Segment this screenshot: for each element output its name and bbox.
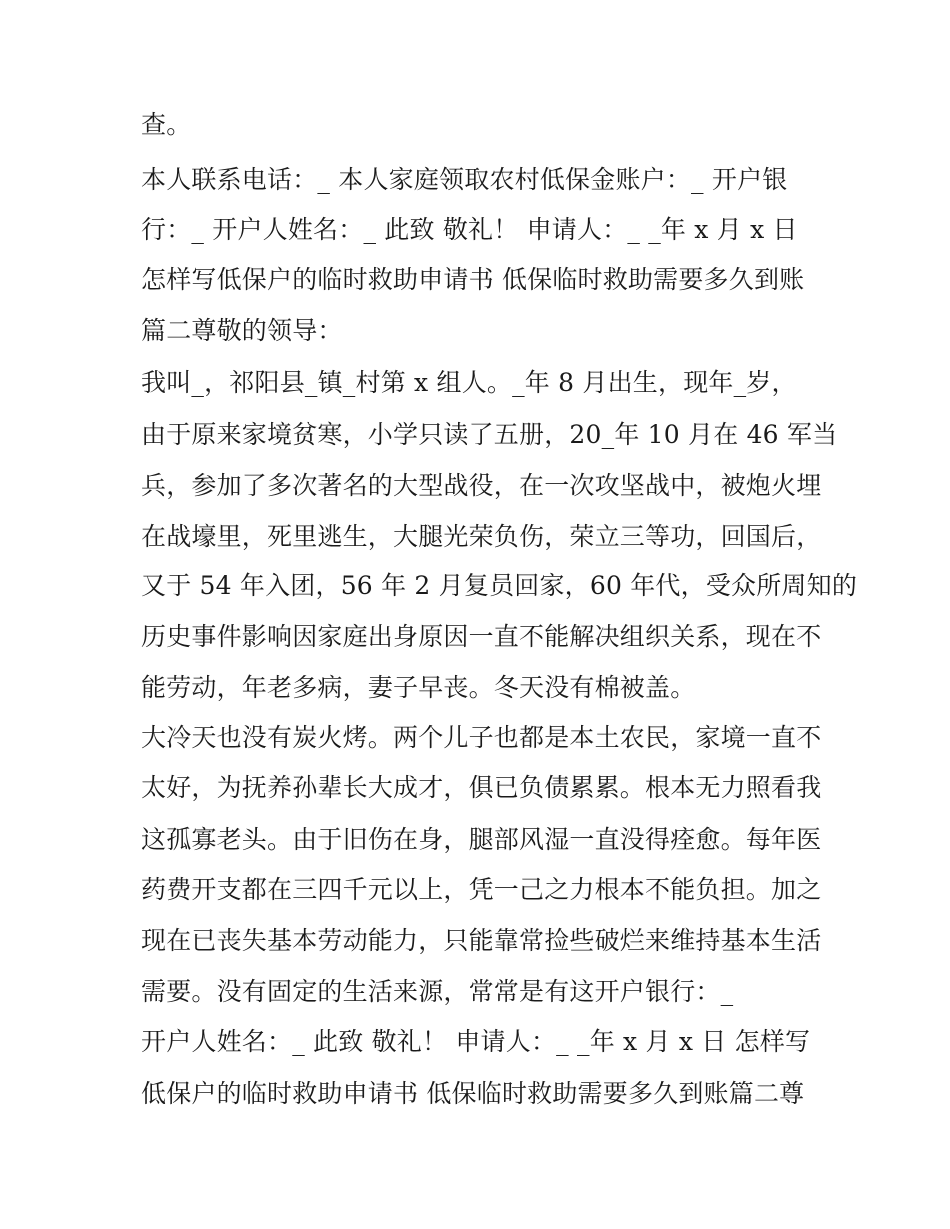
text-line: 低保户的临时救助申请书 低保临时救助需要多久到账篇二尊 <box>141 1079 805 1108</box>
text-line: 兵，参加了多次著名的大型战役，在一次攻坚战中，被炮火埋 <box>141 471 822 500</box>
text-line: 又于 54 年入团，56 年 2 月复员回家，60 年代，受众所周知的 <box>141 571 858 600</box>
text-line: 这孤寡老头。由于旧伤在身，腿部风湿一直没得痊愈。每年医 <box>141 825 822 854</box>
text-line: 大冷天也没有炭火烤。两个儿子也都是本土农民，家境一直不 <box>141 723 822 752</box>
text-line: 查。 <box>141 110 192 139</box>
text-line: 太好，为抚养孙辈长大成才，俱已负债累累。根本无力照看我 <box>141 773 822 802</box>
text-line: 历史事件影响因家庭出身原因一直不能解决组织关系，现在不 <box>141 622 822 651</box>
text-line: 由于原来家境贫寒，小学只读了五册，20_年 10 月在 46 军当 <box>141 420 838 449</box>
text-line: 开户人姓名：_ 此致 敬礼！ 申请人：_ _年 x 月 x 日 怎样写 <box>141 1027 811 1056</box>
text-line: 能劳动，年老多病，妻子早丧。冬天没有棉被盖。 <box>141 673 696 702</box>
text-line: 现在已丧失基本劳动能力，只能靠常捡些破烂来维持基本生活 <box>141 926 822 955</box>
text-line: 我叫_，祁阳县_镇_村第 x 组人。_年 8 月出生，现年_岁， <box>141 368 797 397</box>
text-line: 怎样写低保户的临时救助申请书 低保临时救助需要多久到账 <box>141 265 805 294</box>
text-line: 药费开支都在三四千元以上，凭一己之力根本不能负担。加之 <box>141 875 822 904</box>
text-line: 篇二尊敬的领导： <box>141 316 343 345</box>
text-line: 行：_ 开户人姓名：_ 此致 敬礼！ 申请人：_ _年 x 月 x 日 <box>141 215 798 244</box>
text-line: 需要。没有固定的生活来源，常常是有这开户银行：_ <box>141 977 734 1006</box>
text-line: 本人联系电话：_ 本人家庭领取农村低保金账户：_ 开户银 <box>141 165 788 194</box>
text-line: 在战壕里，死里逃生，大腿光荣负伤，荣立三等功，回国后， <box>141 522 822 551</box>
